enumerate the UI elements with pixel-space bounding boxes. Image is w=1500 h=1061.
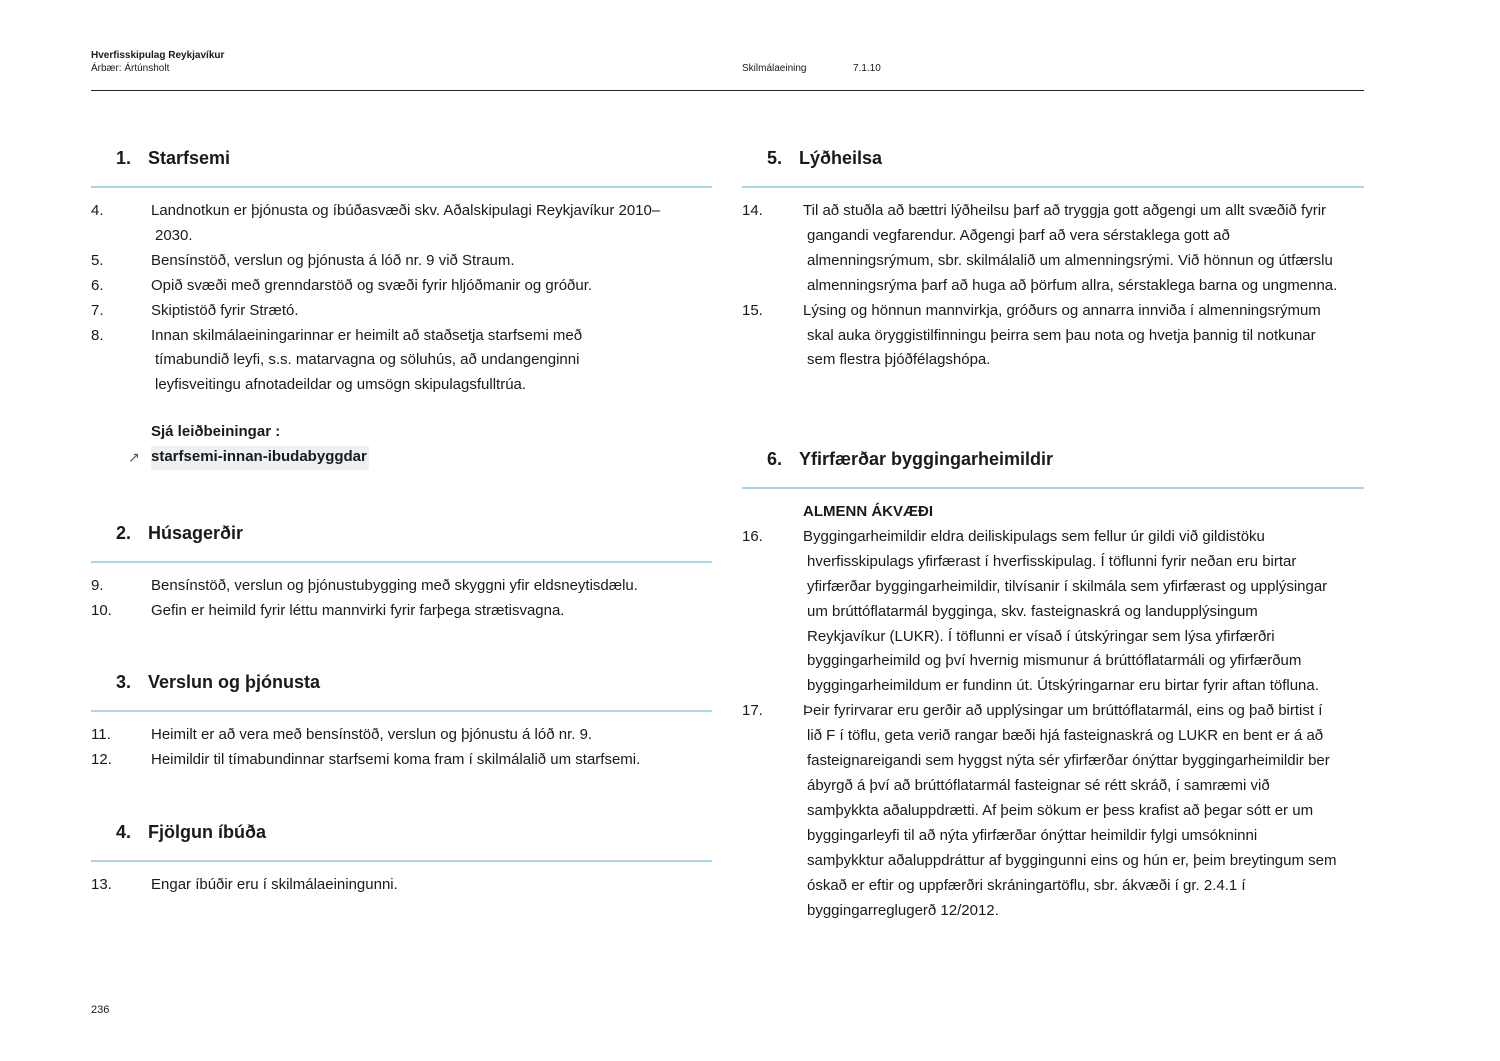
section-yfirfaerdar-byggingarheimildir	[742, 444, 1364, 923]
item-text: Heimilt er að vera með bensínstöð, verslun og þjónustu á lóð nr. 9.	[151, 726, 593, 743]
section-title	[116, 821, 266, 843]
section-header	[91, 518, 712, 563]
section-title-text: Húsagerðir	[148, 523, 244, 543]
section-number: 4.	[116, 822, 132, 842]
section-number: 2.	[116, 523, 132, 543]
item-text: Innan skilmálaeiningarinnar er heimilt að staðsetja starfsemi með tímabundið leyfi, s.s. matarvagna og söluhús, að undangenginni leyfisveitingu afnotadeildar og umsögn skipulagsfulltrúa.	[151, 326, 583, 394]
item-text: Til að stuðla að bættri lýðheilsu þarf að tryggja gott aðgengi um allt svæðið fyrir gangandi vegfarendur. Aðgengi þarf að vera sérstaklega gott að almenningsrýmum, sbr. skilmálalið um almenningsrými. Við hönnun og útfærslu almenningsrýma þarf að huga að þörfum allra, sérstaklega barna og ungmenna.	[803, 202, 1338, 294]
item-number: 12.	[91, 750, 112, 768]
section-lydheilsa	[742, 143, 1364, 373]
section-title	[116, 671, 320, 693]
section-title-text: Verslun og þjónusta	[148, 672, 321, 692]
item-text: Þeir fyrirvarar eru gerðir að upplýsingar um brúttóflatarmál, eins og það birtist í lið F í töflu, geta verið rangar bæði hjá fasteignaskrá og LUKR en bent er á að fasteignareigandi sem hyggst nýta sér yfirfærðar ónýttar byggingarheimildir ber ábyrgð á því að brúttóflatarmál fasteignar sé rétt skráð, í samræmi við samþykkta aðaluppdrætti. Af þeim sökum er þess krafist að þegar sótt er um byggingarleyfi til að nýta yfirfærðar ónýttar heimildir fylgi umsókninni samþykktur aðaluppdráttur af byggingunni eins og hún er, þeim breytingum sem óskað er eftir og uppfærðri skráningartöflu, sbr. ákvæði í gr. 2.4.1 í byggingarreglugerð 12/2012.	[803, 702, 1337, 919]
list-item	[91, 324, 712, 399]
section-number: 6.	[767, 449, 783, 469]
subheading-almenn-akvaedi: ALMENN ÁKVÆÐI	[803, 503, 933, 520]
list-item	[91, 873, 712, 898]
list-item	[742, 699, 1364, 923]
section-number: 1.	[116, 148, 132, 168]
list-item	[742, 525, 1364, 699]
section-header	[742, 143, 1364, 188]
unit-number: 7.1.10	[853, 63, 881, 74]
section-title-text: Lýðheilsa	[799, 148, 883, 168]
section-header	[91, 817, 712, 862]
item-text: Engar íbúðir eru í skilmálaeiningunni.	[151, 876, 398, 893]
item-number: 13.	[91, 876, 112, 893]
section-title	[116, 147, 230, 169]
guidance-link[interactable]: starfsemi-innan-ibudabyggdar	[151, 446, 369, 470]
doc-title: Hverfisskipulag Reykjavíkur	[91, 50, 225, 61]
item-text: Landnotkun er þjónusta og íbúðasvæði skv. Aðalskipulagi Reykjavíkur 2010–2030.	[151, 202, 661, 244]
section-fjolgun-ibuda	[91, 817, 712, 898]
section-header	[91, 143, 712, 188]
item-number: 4.	[91, 202, 104, 219]
list-item	[91, 249, 712, 274]
list-item	[91, 599, 712, 624]
section-header	[742, 444, 1364, 489]
item-text: Lýsing og hönnun mannvirkja, gróðurs og annarra innviða í almenningsrýmum skal auka öryggistilfinningu þeirra sem þau nota og hvetja þannig til notkunar sem flestra þjóðfélagshópa.	[803, 301, 1321, 369]
item-number: 6.	[91, 276, 104, 294]
section-title-text: Fjölgun íbúða	[148, 822, 266, 842]
section-starfsemi	[91, 143, 712, 470]
guidance-link-row[interactable]	[128, 445, 712, 470]
item-text: Bensínstöð, verslun og þjónustubygging með skyggni yfir eldsneytisdælu.	[151, 577, 638, 594]
doc-subtitle: Árbær: Ártúnsholt	[91, 63, 170, 74]
item-number: 14.	[742, 202, 763, 219]
section-title-text: Starfsemi	[148, 148, 231, 168]
guidance-label: Sjá leiðbeiningar :	[151, 423, 281, 441]
section-title	[767, 147, 882, 169]
section-title	[116, 522, 243, 544]
section-verslun-og-thjonusta	[91, 667, 712, 773]
item-number: 10.	[91, 601, 112, 619]
list-item	[91, 199, 712, 249]
page-number: 236	[91, 1004, 110, 1016]
item-number: 8.	[91, 326, 104, 344]
page-header	[91, 50, 1364, 91]
list-item	[91, 748, 712, 773]
section-husagerdir	[91, 518, 712, 624]
section-number: 3.	[116, 672, 132, 692]
item-number: 17.	[742, 702, 763, 720]
item-text: Heimildir til tímabundinnar starfsemi koma fram í skilmálalið um starfsemi.	[151, 750, 641, 768]
list-item	[91, 299, 712, 324]
external-link-arrow-icon: ↗	[128, 449, 140, 466]
item-number: 9.	[91, 577, 104, 594]
list-item	[742, 199, 1364, 299]
section-title	[767, 448, 1053, 470]
item-number: 11.	[91, 726, 111, 743]
item-text: Opið svæði með grenndarstöð og svæði fyrir hljóðmanir og gróður.	[151, 276, 593, 294]
item-text: Skiptistöð fyrir Strætó.	[151, 301, 299, 319]
list-item	[742, 299, 1364, 374]
item-text: Byggingarheimildir eldra deiliskipulags sem fellur úr gildi við gildistöku hverfisskipulags yfirfærast í hverfisskipulag. Í töflunni fyrir neðan eru birtar yfirfærðar byggingarheimildir, tilvísanir í skilmála sem yfirfærast og upplýsingar um brúttóflatarmál bygginga, skv. fasteignaskrá og landupplýsingum Reykjavíkur (LUKR). Í töflunni er vísað í útskýringar sem lýsa yfirfærðri byggingarheimild og því hvernig mismunur á brúttóflatarmáli og yfirfærðum byggingarheimildum er fundinn út. Útskýringarnar eru birtar fyrir aftan töfluna.	[803, 527, 1328, 695]
list-item	[91, 574, 712, 599]
section-number: 5.	[767, 148, 783, 168]
item-number: 7.	[91, 301, 104, 319]
item-number: 5.	[91, 251, 104, 269]
item-text: Gefin er heimild fyrir léttu mannvirki fyrir farþega strætisvagna.	[151, 601, 565, 619]
guidance-block	[128, 420, 712, 470]
section-header	[91, 667, 712, 712]
list-item	[91, 274, 712, 299]
list-item	[91, 723, 712, 748]
item-text: Bensínstöð, verslun og þjónusta á lóð nr. 9 við Straum.	[151, 251, 515, 269]
section-title-text: Yfirfærðar byggingarheimildir	[799, 449, 1054, 469]
item-number: 16.	[742, 527, 763, 545]
item-number: 15.	[742, 301, 763, 319]
unit-label: Skilmálaeining	[742, 63, 807, 74]
